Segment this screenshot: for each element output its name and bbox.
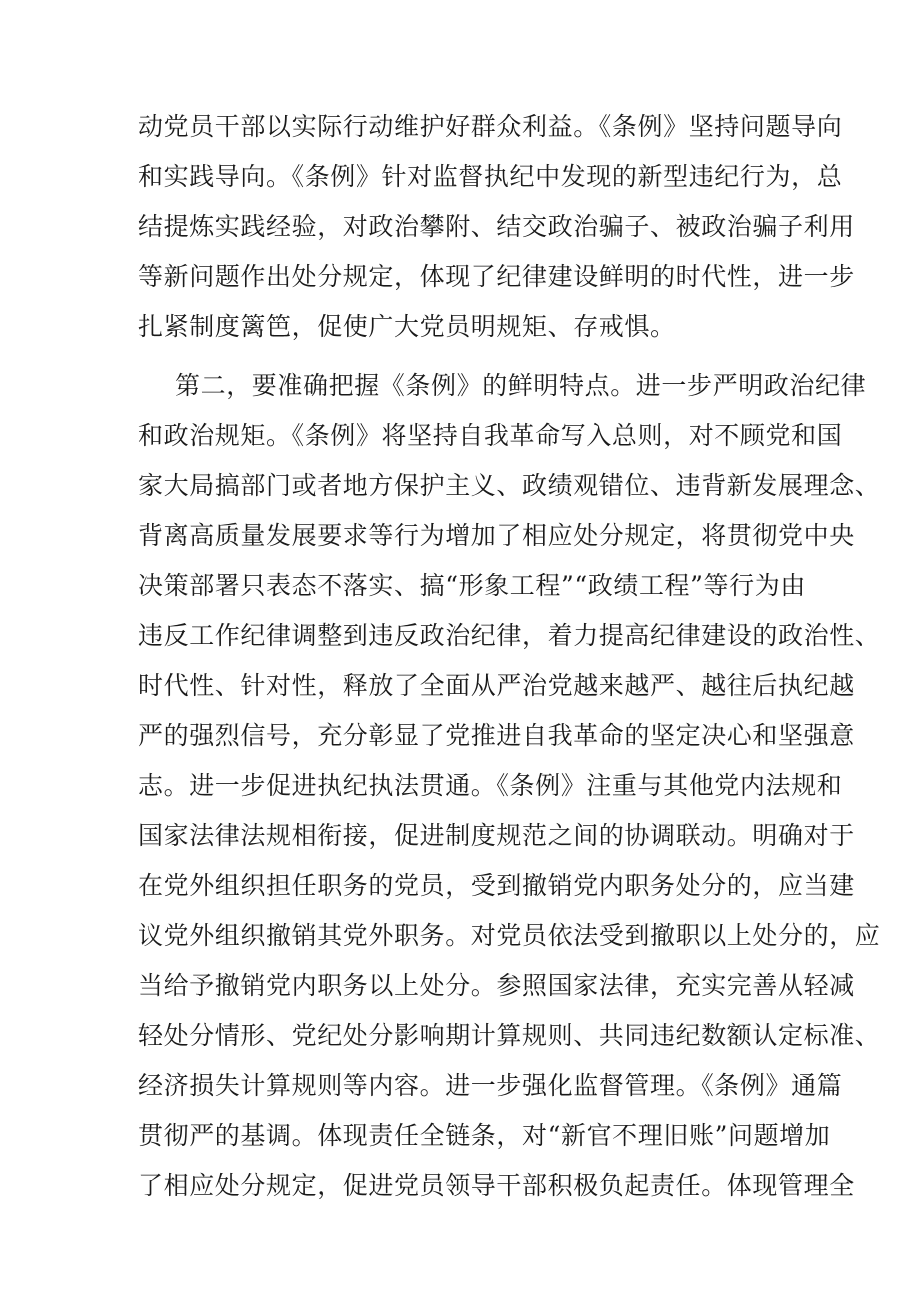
text-line: 和政治规矩。《条例》将坚持自我革命写入总则，对不顾党和国 [138,421,843,450]
text-line: 国家法律法规相衔接，促进制度规范之间的协调联动。明确对于 [138,821,855,850]
text-line: 和实践导向。《条例》针对监督执纪中发现的新型违纪行为，总 [138,162,843,191]
text-line: 违反工作纪律调整到违反政治纪律，着力提高纪律建设的政治性、 [138,621,881,650]
text-line: 时代性、针对性，释放了全面从严治党越来越严、越往后执纪越 [138,671,855,700]
text-line: 严的强烈信号，充分彰显了党推进自我革命的坚定决心和坚强意 [138,721,855,750]
text-line: 贯彻严的基调。体现责任全链条，对“新官不理旧账”问题增加 [138,1121,831,1150]
text-line: 经济损失计算规则等内容。进一步强化监督管理。《条例》通篇 [138,1071,843,1100]
text-line: 在党外组织担任职务的党员，受到撤销党内职务处分的，应当建 [138,871,855,900]
text-line: 家大局搞部门或者地方保护主义、政绩观错位、违背新发展理念、 [138,471,881,500]
paragraph-first-line: 第二，要准确把握《条例》的鲜明特点。进一步严明政治纪律 [175,371,867,400]
text-line: 等新问题作出处分规定，体现了纪律建设鲜明的时代性，进一步 [138,262,855,291]
text-line: 动党员干部以实际行动维护好群众利益。《条例》坚持问题导向 [138,112,843,141]
text-line: 扎紧制度篱笆，促使广大党员明规矩、存戒惧。 [138,312,676,341]
text-line: 背离高质量发展要求等行为增加了相应处分规定，将贯彻党中央 [138,521,855,550]
text-line: 当给予撤销党内职务以上处分。参照国家法律，充实完善从轻减 [138,971,855,1000]
text-line: 决策部署只表态不落实、搞“形象工程”“政绩工程”等行为由 [138,571,806,600]
text-line: 议党外组织撤销其党外职务。对党员依法受到撤职以上处分的，应 [138,921,881,950]
text-line: 志。进一步促进执纪执法贯通。《条例》注重与其他党内法规和 [138,771,843,800]
text-line: 结提炼实践经验，对政治攀附、结交政治骗子、被政治骗子利用 [138,212,855,241]
text-line: 了相应处分规定，促进党员领导干部积极负起责任。体现管理全 [138,1171,855,1200]
text-line: 轻处分情形、党纪处分影响期计算规则、共同违纪数额认定标准、 [138,1021,881,1050]
